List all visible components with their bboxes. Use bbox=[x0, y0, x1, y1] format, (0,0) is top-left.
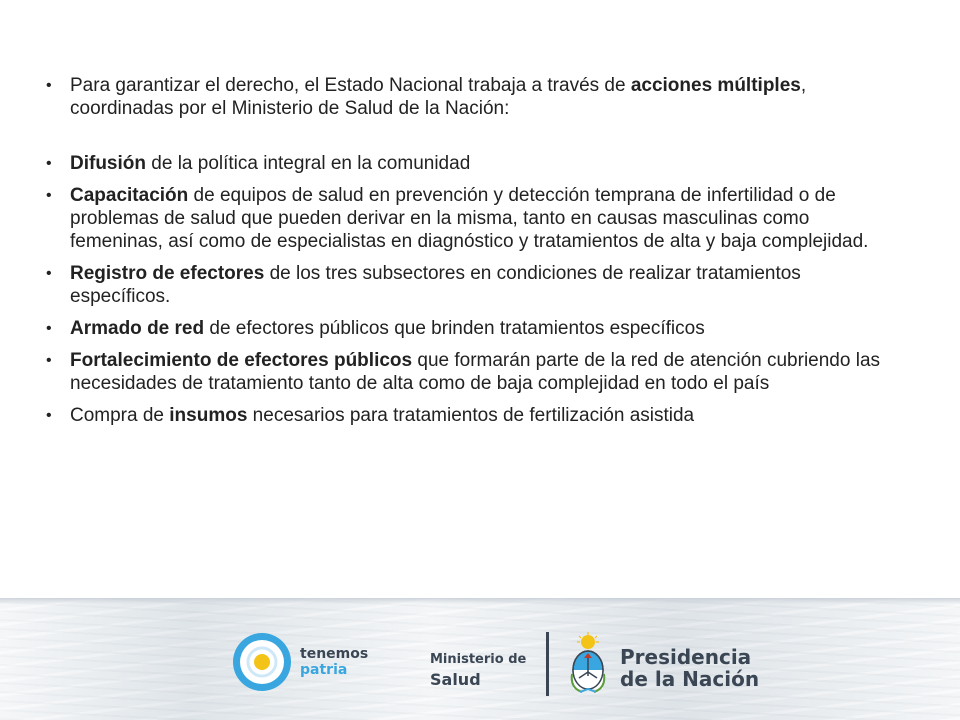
bullet-text: Compra de bbox=[70, 405, 170, 426]
escudo-nacional-icon bbox=[568, 632, 608, 696]
slide-body bbox=[46, 74, 886, 436]
bullet-emphasis: Registro de efectores bbox=[70, 263, 265, 284]
bullet-item bbox=[46, 74, 886, 120]
bullet-text: Para garantizar el derecho, el Estado Nacional trabaja a través de bbox=[70, 75, 631, 96]
ministerio-de-salud-wordmark bbox=[430, 650, 526, 690]
bullet-emphasis: Fortalecimiento de efectores públicos bbox=[70, 350, 413, 371]
bullet-text: que formarán parte de la red de atención cubriendo las necesidades de tratamiento tanto de alta como de baja complejidad en todo el país bbox=[70, 350, 881, 394]
bullet-item bbox=[46, 349, 886, 395]
logo-divider bbox=[546, 632, 549, 696]
patria-text: patria bbox=[300, 662, 348, 678]
tenemos-patria-wordmark bbox=[300, 646, 368, 678]
bullet-dot: • bbox=[46, 155, 52, 172]
bullet-dot: • bbox=[46, 320, 52, 337]
bullet-text: , coordinadas por el Ministerio de Salud de la Nación: bbox=[70, 75, 807, 119]
bullet-text: necesarios para tratamientos de fertilización asistida bbox=[247, 405, 695, 426]
bullet-emphasis: acciones múltiples bbox=[630, 75, 801, 96]
tenemos-text: tenemos bbox=[300, 646, 369, 662]
bullet-item bbox=[46, 152, 886, 175]
bullet-dot: • bbox=[46, 407, 52, 424]
tenemos-patria-logo-icon bbox=[232, 632, 292, 692]
bullet-item bbox=[46, 184, 886, 253]
bullet-text: de los tres subsectores en condiciones de realizar tratamientos específicos. bbox=[70, 263, 801, 307]
bullet-emphasis: Difusión bbox=[70, 153, 146, 174]
bullet-dot: • bbox=[46, 77, 52, 94]
salud-line: Salud bbox=[430, 670, 481, 689]
bullet-dot: • bbox=[46, 352, 52, 369]
bullet-item bbox=[46, 262, 886, 308]
tenemos-patria-logo bbox=[232, 632, 372, 696]
de-la-nacion-line: de la Nación bbox=[620, 667, 760, 691]
bullet-list bbox=[46, 74, 886, 427]
ministerio-line: Ministerio de bbox=[430, 652, 527, 667]
footer-divider bbox=[0, 598, 960, 604]
bullet-dot: • bbox=[46, 265, 52, 282]
presidencia-de-la-nacion-wordmark bbox=[620, 646, 759, 690]
bullet-dot: • bbox=[46, 187, 52, 204]
bullet-text: de equipos de salud en prevención y detección temprana de infertilidad o de problemas de salud que pueden derivar en la misma, tanto en causas masculinas como femeninas, así como de especialistas en diagnóstico y tratamientos de alta y baja complejidad. bbox=[70, 185, 869, 252]
bullet-item bbox=[46, 404, 886, 427]
presidencia-line: Presidencia bbox=[620, 645, 752, 669]
bullet-emphasis: insumos bbox=[169, 405, 248, 426]
bullet-item bbox=[46, 317, 886, 340]
bullet-emphasis: Armado de red bbox=[70, 318, 205, 339]
bullet-emphasis: Capacitación bbox=[70, 185, 189, 206]
bullet-text: de efectores públicos que brinden tratamientos específicos bbox=[204, 318, 705, 339]
bullet-text: de la política integral en la comunidad bbox=[146, 153, 471, 174]
